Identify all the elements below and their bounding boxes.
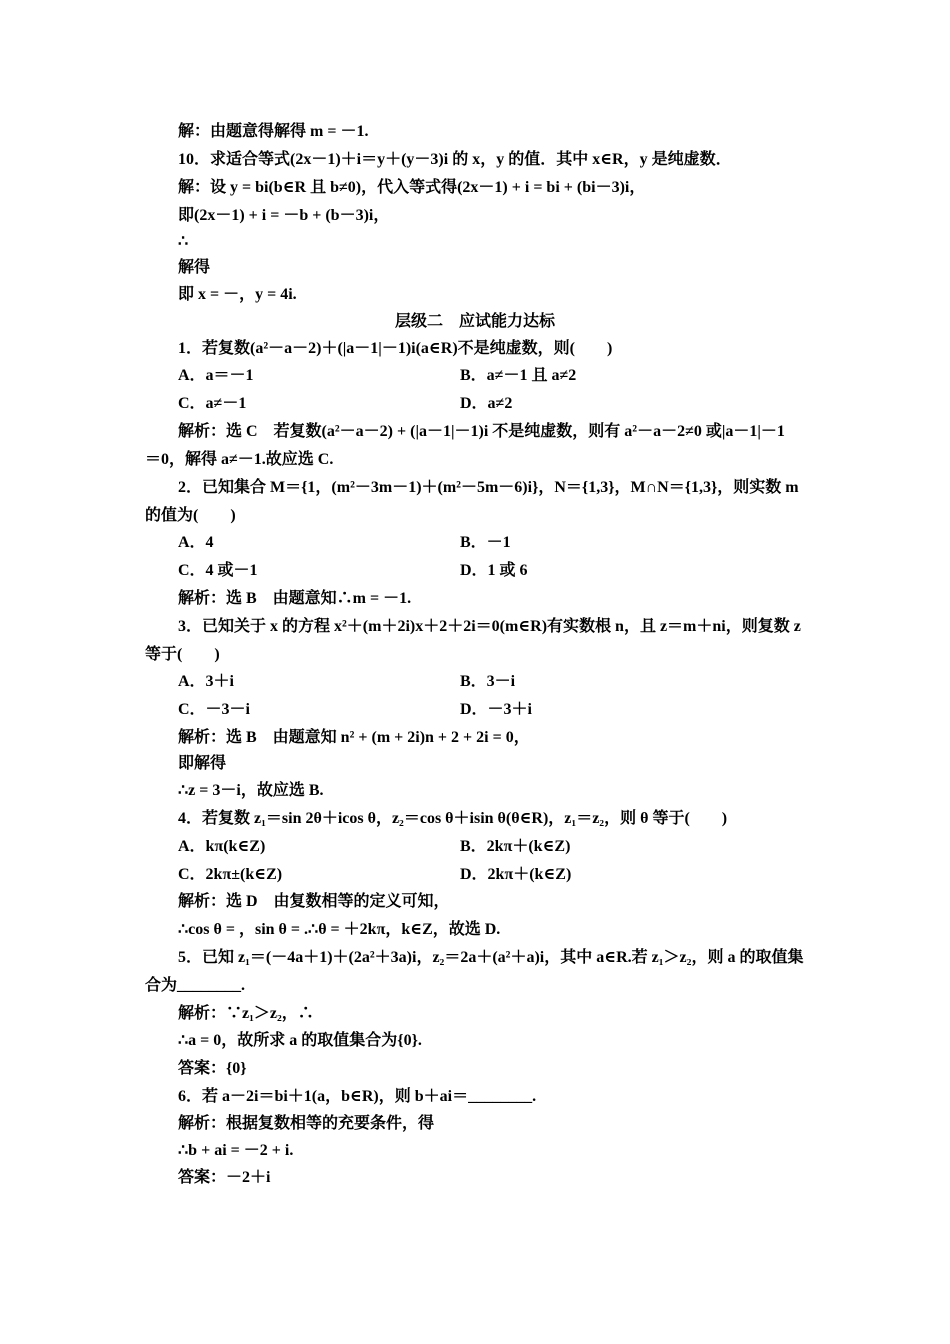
section-title: 层级二 应试能力达标: [394, 313, 555, 330]
q3-option-a: A．3＋i: [178, 673, 235, 690]
q5-solution-line1: 解析：∵z₁＞z₂，∴: [178, 1005, 314, 1022]
question-5-line1: 5．已知 z₁＝(－4a＋1)＋(2a²＋3a)i，z₂＝2a＋(a²＋a)i，其中 a∈R.若 z₁＞z₂，则 a 的取值集: [178, 949, 804, 966]
q6-solution-line1: 解析：根据复数相等的充要条件，得: [178, 1115, 435, 1132]
q1-solution-line2: ＝0，解得 a≠－1.故应选 C.: [145, 451, 334, 468]
question-4: 4．若复数 z₁＝sin 2θ＋icos θ，z₂＝cos θ＋isin θ(θ∈R)，z₁＝z₂，则 θ 等于( ): [178, 810, 728, 827]
q6-answer: 答案：－2＋i: [178, 1169, 271, 1186]
q3-solution-line3: ∴z = 3－i，故应选 B.: [178, 782, 324, 799]
solution-q10-line5: 即 x = －，y = 4i.: [178, 286, 297, 303]
q1-option-a: A．a＝－1: [178, 367, 254, 384]
q3-option-d: D．－3＋i: [460, 701, 533, 718]
solution-q10-line2: 即(2x－1) + i = －b + (b－3)i，: [178, 207, 390, 224]
question-2-line2: 的值为( ): [145, 507, 236, 524]
q2-option-b: B．－1: [460, 534, 511, 551]
q3-option-c: C．－3－i: [178, 701, 251, 718]
q4-option-a: A．kπ(k∈Z): [178, 838, 266, 855]
q4-solution-line1: 解析：选 D 由复数相等的定义可知，: [178, 893, 450, 910]
solution-q10-line4: 解得: [178, 259, 211, 276]
q3-option-b: B．3－i: [460, 673, 516, 690]
q1-option-c: C．a≠－1: [178, 395, 247, 412]
q3-solution-line1: 解析：选 B 由题意知 n² + (m + 2i)n + 2 + 2i = 0，: [178, 729, 530, 746]
q1-solution-line1: 解析：选 C 若复数(a²－a－2) + (|a－1|－1)i 不是纯虚数，则有 a²－a－2≠0 或|a－1|－1: [178, 423, 785, 440]
question-3-line1: 3．已知关于 x 的方程 x²＋(m＋2i)x＋2＋2i＝0(m∈R)有实数根 n，且 z＝m＋ni，则复数 z: [178, 618, 801, 635]
q5-solution-line2: ∴a = 0，故所求 a 的取值集合为{0}.: [178, 1032, 422, 1049]
solution-q10-line1: 解：设 y = bi(b∈R 且 b≠0)，代入等式得(2x－1) + i = bi + (bi－3)i，: [178, 179, 646, 196]
q4-option-c: C．2kπ±(k∈Z): [178, 866, 283, 883]
q5-answer: 答案：{0}: [178, 1060, 247, 1077]
q4-option-d: D．2kπ＋(k∈Z): [460, 866, 572, 883]
q2-option-a: A．4: [178, 534, 214, 551]
q4-option-b: B．2kπ＋(k∈Z): [460, 838, 571, 855]
q3-solution-line2: 即解得: [178, 755, 227, 772]
q1-option-b: B．a≠－1 且 a≠2: [460, 367, 577, 384]
q6-solution-line2: ∴b + ai = －2 + i.: [178, 1142, 294, 1159]
q2-option-c: C．4 或－1: [178, 562, 258, 579]
question-10: 10．求适合等式(2x－1)＋i＝y＋(y－3)i 的 x，y 的值．其中 x∈R，y 是纯虚数．: [178, 151, 732, 168]
q2-option-d: D．1 或 6: [460, 562, 528, 579]
question-2-line1: 2．已知集合 M＝{1，(m²－3m－1)＋(m²－5m－6)i}，N＝{1,3}，M∩N＝{1,3}，则实数 m: [178, 479, 799, 496]
q2-solution: 解析：选 B 由题意知∴m = －1.: [178, 590, 412, 607]
q4-solution-line2: ∴cos θ = ，sin θ = .∴θ = ＋2kπ，k∈Z，故选 D.: [178, 921, 501, 938]
question-1: 1．若复数(a²－a－2)＋(|a－1|－1)i(a∈R)不是纯虚数，则( ): [178, 340, 613, 357]
solution-q10-line3: ∴: [178, 233, 189, 250]
question-6: 6．若 a－2i＝bi＋1(a，b∈R)，则 b＋ai＝________.: [178, 1088, 537, 1105]
q1-option-d: D．a≠2: [460, 395, 513, 412]
solution-q9-end: 解：由题意得解得 m = －1.: [178, 123, 369, 140]
question-5-line2: 合为________.: [145, 977, 246, 994]
question-3-line2: 等于( ): [145, 646, 220, 663]
